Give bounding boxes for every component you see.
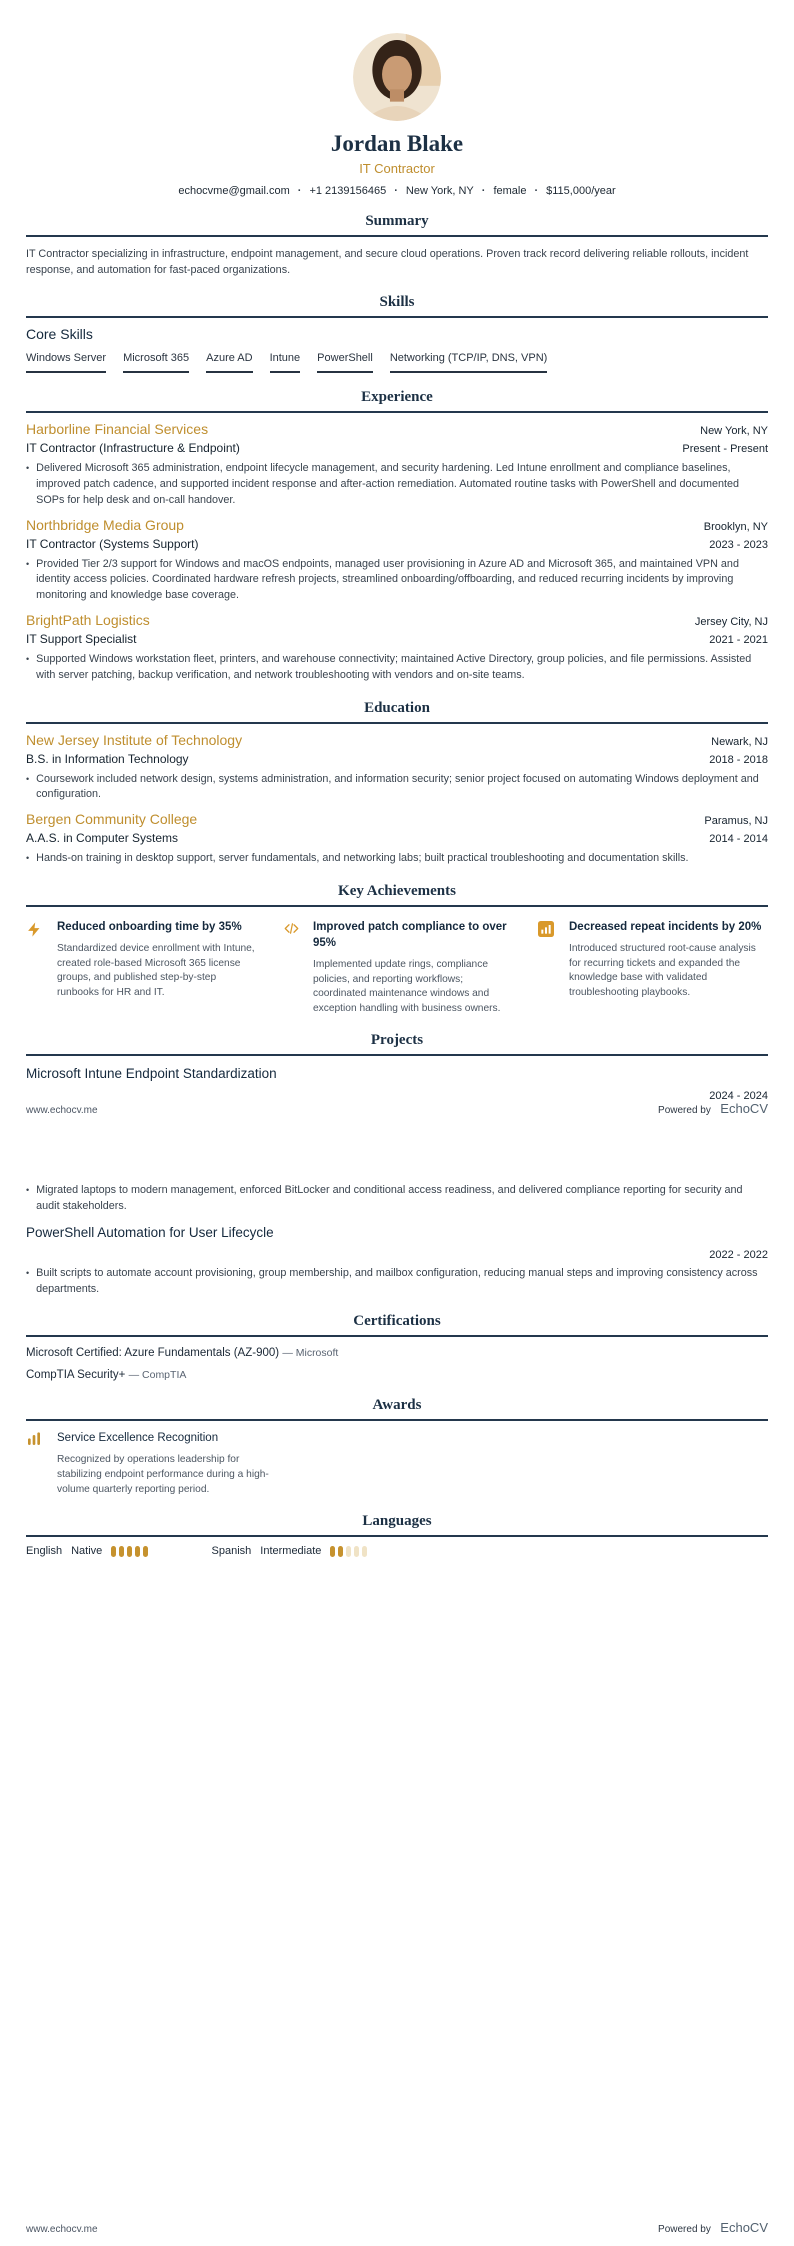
section-divider: [26, 1335, 768, 1337]
bar-chart-square-icon: [538, 919, 556, 1016]
project-bullet: [26, 1183, 768, 1215]
award-title: Service Excellence Recognition: [57, 1432, 219, 1445]
powered-by-label: Powered by: [658, 2224, 711, 2235]
experience-bullet: [26, 557, 768, 604]
bullet-marker: •: [26, 1185, 30, 1196]
skill-item: Azure AD: [206, 352, 252, 373]
bullet-marker: •: [26, 463, 30, 474]
achievement-description: Introduced structured root-cause analysis for recurring tickets and expanded the knowledge base with validated troubleshooting playbooks.: [569, 942, 756, 998]
degree-title: A.A.S. in Computer Systems: [26, 831, 179, 846]
education-bullet: [26, 851, 768, 867]
bullet-text: Provided Tier 2/3 support for Windows and macOS endpoints, managed user provisioning in Azure AD and Microsoft 365, and maintained VPN and identity access policies. Coordinated hardware refresh projects, streamlined onboarding/offboarding, and reduced recurring incidents by improving monitoring and knowledge base coverage.: [36, 557, 739, 602]
contact-gender: female ·: [493, 185, 546, 197]
school-location: Paramus, NJ: [704, 815, 768, 828]
project-name: Microsoft Intune Endpoint Standardization: [26, 1066, 277, 1082]
company-name: BrightPath Logistics: [26, 611, 150, 628]
section-divider: [26, 1054, 768, 1056]
language-item: [26, 1545, 212, 1557]
education-entry: [26, 732, 768, 804]
achievement-card: [282, 919, 512, 1016]
experience-bullet: [26, 652, 768, 684]
experience-section: [26, 388, 768, 683]
section-divider: [26, 905, 768, 907]
skill-item: PowerShell: [317, 352, 373, 373]
projects-section: [26, 1031, 768, 1297]
school-name: New Jersey Institute of Technology: [26, 731, 243, 748]
awards-section: [26, 1396, 768, 1497]
language-name: Spanish: [211, 1545, 252, 1558]
award-description: Recognized by operations leadership for stabilizing endpoint performance during a high-volume quarterly reporting period.: [57, 1454, 269, 1495]
experience-entry: [26, 612, 768, 684]
project-dates: 2024 - 2024: [709, 1090, 768, 1103]
summary-text: IT Contractor specializing in infrastructure, endpoint management, and secure cloud operations. Proven track record delivering reliable rollouts, incident response, and automation for fast-paced organizations.: [26, 248, 749, 277]
code-icon: [282, 919, 300, 1016]
education-entry: [26, 811, 768, 867]
certification-name: Microsoft Certified: Azure Fundamentals (AZ-900): [26, 1347, 280, 1360]
company-name: Northbridge Media Group: [26, 516, 184, 533]
section-divider: [26, 411, 768, 413]
project-bullet: [26, 1266, 768, 1298]
skill-item: Windows Server: [26, 352, 106, 373]
page-footer: [26, 1100, 768, 1118]
contact-salary: $115,000/year: [546, 185, 616, 198]
language-level: Intermediate: [260, 1545, 322, 1558]
role-title: IT Contractor (Systems Support): [26, 536, 199, 551]
skills-group-title: Core Skills: [26, 326, 93, 343]
project-name: PowerShell Automation for User Lifecycle: [26, 1224, 274, 1240]
certification-entry: [26, 1369, 768, 1381]
company-name: Harborline Financial Services: [26, 421, 209, 438]
achievement-title: Improved patch compliance to over 95%: [313, 920, 507, 949]
contact-email: echocvme@gmail.com ·: [178, 185, 309, 197]
degree-dates: 2014 - 2014: [709, 833, 768, 846]
section-divider: [26, 722, 768, 724]
section-divider: [26, 316, 768, 318]
contact-location: New York, NY ·: [406, 185, 494, 197]
skill-item: Microsoft 365: [123, 352, 189, 373]
echocv-brand-link[interactable]: EchoCV: [720, 1101, 768, 1116]
lightning-icon: [26, 919, 44, 1016]
role-dates: 2021 - 2021: [709, 633, 768, 646]
bullet-marker: •: [26, 653, 30, 664]
section-heading-certifications: Certifications: [353, 1313, 441, 1330]
certification-entry: [26, 1347, 768, 1359]
bullet-marker: •: [26, 773, 30, 784]
project-dates: 2022 - 2022: [709, 1248, 768, 1261]
profile-photo: [353, 33, 441, 121]
language-item: [212, 1545, 398, 1557]
footer-site-link[interactable]: www.echocv.me: [26, 2224, 98, 2235]
skill-item: Networking (TCP/IP, DNS, VPN): [390, 352, 548, 373]
company-location: Jersey City, NJ: [694, 615, 768, 628]
company-location: Brooklyn, NY: [703, 520, 768, 533]
certifications-section: [26, 1312, 768, 1381]
bar-chart-icon: [26, 1430, 44, 1497]
section-divider: [26, 235, 768, 237]
footer-site-link[interactable]: www.echocv.me: [26, 1105, 98, 1116]
section-divider: [26, 1535, 768, 1537]
page-footer: [26, 2219, 768, 2237]
company-location: New York, NY: [700, 425, 768, 438]
achievements-section: [26, 882, 768, 1016]
contact-phone: +1 2139156465 ·: [309, 185, 405, 197]
certification-issuer: — Microsoft: [282, 1347, 338, 1359]
award-entry: [26, 1430, 768, 1497]
languages-grid: [26, 1545, 768, 1557]
certification-issuer: — CompTIA: [129, 1369, 187, 1381]
person-name: Jordan Blake: [330, 131, 464, 156]
summary-section: [26, 212, 768, 278]
education-section: [26, 699, 768, 867]
bullet-text: Delivered Microsoft 365 administration, endpoint lifecycle management, and security hardening. Led Intune enrollment and compliance baselines, improved patch cadence, and supported incident response and after-action remediation. Automated routine tasks with PowerShell and documented SOPs for help desk and on-call handover.: [36, 462, 739, 506]
section-heading-projects: Projects: [370, 1032, 424, 1049]
contact-line: [26, 185, 768, 197]
achievement-card: [26, 919, 256, 1016]
degree-title: B.S. in Information Technology: [26, 751, 189, 766]
project-entry: [26, 1224, 768, 1298]
person-title: IT Contractor: [359, 161, 435, 177]
section-heading-experience: Experience: [361, 389, 433, 406]
bullet-text: Built scripts to automate account provisioning, group membership, and mailbox configuration, reducing manual steps and improving consistency across departments.: [36, 1266, 758, 1295]
role-title: IT Support Specialist: [26, 631, 137, 646]
language-level-dots: [330, 1546, 367, 1557]
bullet-marker: •: [26, 558, 30, 569]
skills-section: [26, 293, 768, 373]
language-level-dots: [111, 1546, 148, 1557]
section-heading-awards: Awards: [372, 1397, 422, 1414]
role-title: IT Contractor (Infrastructure & Endpoint): [26, 441, 240, 456]
bullet-text: Coursework included network design, systems administration, and information security; senior project focused on automating Windows deployment and configuration.: [36, 772, 759, 801]
powered-by-label: Powered by: [658, 1105, 711, 1116]
echocv-brand-link[interactable]: EchoCV: [720, 2220, 768, 2235]
section-heading-languages: Languages: [362, 1513, 432, 1530]
achievements-grid: [26, 919, 768, 1016]
header: [26, 0, 768, 121]
role-dates: Present - Present: [682, 443, 768, 456]
section-divider: [26, 1419, 768, 1421]
experience-entry: [26, 421, 768, 508]
achievement-title: Reduced onboarding time by 35%: [57, 920, 242, 933]
degree-dates: 2018 - 2018: [709, 753, 768, 766]
achievement-description: Standardized device enrollment with Intune, created role-based Microsoft 365 license groups, and published step-by-step runbooks for HR and IT.: [57, 942, 255, 998]
school-location: Newark, NJ: [711, 735, 768, 748]
achievement-card: [538, 919, 768, 1016]
achievement-description: Implemented update rings, compliance policies, and reporting workflows; coordinated maintenance windows and exception handling with business owners.: [313, 958, 501, 1014]
bullet-marker: •: [26, 853, 30, 864]
section-heading-summary: Summary: [365, 213, 429, 230]
skills-list: [26, 348, 768, 373]
section-heading-skills: Skills: [379, 294, 415, 311]
project-entry: [26, 1065, 768, 1215]
bullet-text: Migrated laptops to modern management, enforced BitLocker and conditional access readiness, and delivered compliance reporting for security and audit stakeholders.: [36, 1184, 743, 1213]
experience-bullet: [26, 461, 768, 508]
certification-name: CompTIA Security+: [26, 1369, 126, 1382]
bullet-text: Hands-on training in desktop support, server fundamentals, and networking labs; built practical troubleshooting and documentation skills.: [36, 852, 689, 865]
language-name: English: [26, 1545, 63, 1558]
education-bullet: [26, 772, 768, 804]
bullet-text: Supported Windows workstation fleet, printers, and warehouse connectivity; maintained Active Directory, group policies, and file permissions. Assisted with server patching, backup verification, and network troubleshooting with vendors and on-site teams.: [36, 652, 752, 681]
languages-section: [26, 1512, 768, 1557]
bullet-marker: •: [26, 1267, 30, 1278]
school-name: Bergen Community College: [26, 811, 198, 828]
skill-item: Intune: [270, 352, 301, 373]
language-level: Native: [71, 1545, 103, 1558]
section-heading-education: Education: [364, 699, 430, 716]
experience-entry: [26, 517, 768, 604]
achievement-title: Decreased repeat incidents by 20%: [569, 920, 762, 933]
role-dates: 2023 - 2023: [709, 538, 768, 551]
section-heading-achievements: Key Achievements: [338, 882, 456, 899]
